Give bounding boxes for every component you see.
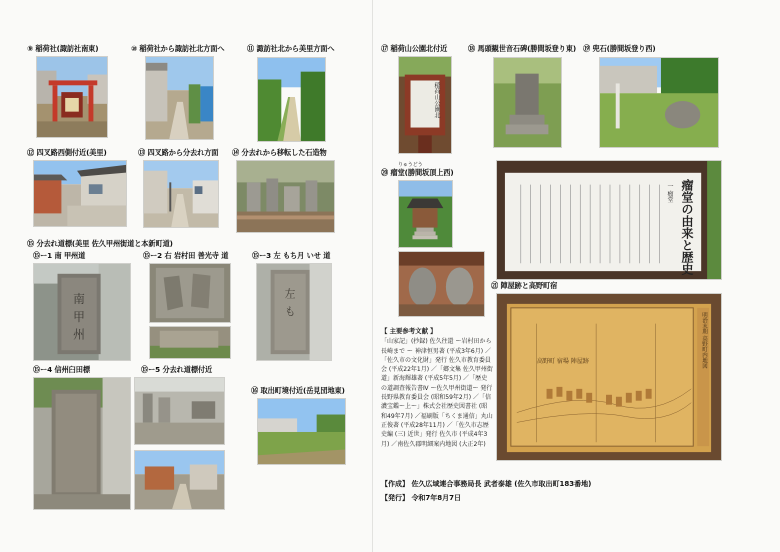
photo-ryudo-signboard — [496, 160, 722, 280]
photo-crossroads-west — [33, 160, 127, 227]
svg-text:南: 南 — [73, 292, 85, 307]
svg-text:左: 左 — [284, 287, 296, 301]
caption-15-2: ⑮ー2 右 岩村田 善光寺 道 — [143, 251, 229, 260]
caption-15-3: ⑮ー3 左 もち月 いせ 道 — [252, 251, 331, 260]
date-label: 【発行】 — [381, 494, 409, 502]
photo-jinya-map-board — [496, 293, 722, 461]
references-block — [381, 327, 493, 449]
caption-18: ⑱ 馬頭観世音石碑(勝間坂登り東) — [468, 44, 576, 53]
footer-author — [381, 479, 591, 489]
photo-signpost-left — [256, 263, 332, 361]
caption-20: ⑳ 瘤堂(勝間坂頂上西) — [381, 168, 454, 177]
photo-ryudo — [398, 180, 453, 248]
footer-date — [381, 493, 461, 503]
date-text: 令和7年8月7日 — [411, 494, 462, 502]
caption-15-4: ⑮ー4 信州臼田標 — [33, 365, 90, 374]
caption-14: ⑭ 分去れから移転した石造物 — [232, 148, 327, 157]
page-fold — [372, 0, 373, 552]
photo-usuda-marker — [33, 377, 131, 510]
map-title: 明治末期 高野町内地図 — [701, 312, 707, 369]
photo-inariyama-park — [398, 56, 452, 154]
photo-inari-shrine — [36, 56, 108, 138]
photo-signpost-right-detail — [149, 326, 231, 359]
svg-text:州: 州 — [73, 327, 85, 342]
caption-15-5: ⑮ー5 分去れ道標付近 — [141, 365, 213, 374]
photo-crossroads-to-wakare — [143, 160, 219, 228]
caption-10: ⑩ 稲荷社から諏訪社北方面へ — [131, 44, 225, 53]
map-label: 高野町 宿場 陣屋跡 — [537, 358, 589, 365]
photo-signpost-street — [134, 450, 225, 510]
caption-17: ⑰ 稲荷山公園北付近 — [381, 44, 448, 53]
caption-12: ⑫ 四叉路西側付近(美里) — [27, 148, 107, 157]
caption-11: ⑪ 諏訪社北から美里方面へ — [247, 44, 335, 53]
svg-text:も: も — [284, 304, 296, 318]
signboard-heading: 一 瘤堂 — [666, 183, 673, 203]
signboard-title: 瘤堂の由来と歴史 — [680, 179, 694, 275]
photo-ryudo-stones — [398, 251, 485, 317]
photo-kabuto-ishi — [599, 57, 719, 148]
svg-text:甲: 甲 — [73, 309, 85, 324]
caption-15: ⑮ 分去れ道標(美里 佐久甲州街道と本新町道) — [27, 239, 173, 248]
caption-21: ㉑ 陣屋跡と高野町宿 — [491, 281, 558, 290]
photo-signpost-south — [33, 263, 131, 361]
caption-19: ⑲ 兜石(勝間坂登り西) — [583, 44, 656, 53]
author-text: 佐久広域連合事務局長 武者泰雄 (佐久市取出町183番地) — [411, 480, 592, 488]
references-heading: 【 主要参考文献 】 — [381, 327, 437, 335]
photo-toward-suwa-north — [145, 56, 214, 140]
caption-15-1: ⑮ー1 南 甲州道 — [33, 251, 86, 260]
photo-bato-kannon — [493, 57, 562, 148]
sign-inari-text: 稲荷山公園北 — [433, 82, 440, 118]
photo-signpost-area — [134, 377, 225, 445]
author-label: 【作成】 — [381, 480, 409, 488]
photo-relocated-stone-monuments — [236, 160, 335, 233]
photo-toward-misato — [257, 57, 326, 142]
caption-16: ⑯ 取出町境付近(岳見団地東) — [251, 386, 345, 395]
caption-20-ruby: りゅうどう — [398, 162, 423, 168]
photo-toride-border — [257, 398, 346, 465]
caption-9: ⑨ 稲荷社(諏訪社南東) — [27, 44, 99, 53]
photo-signpost-right — [149, 263, 231, 323]
caption-13: ⑬ 四叉路から分去れ方面 — [138, 148, 219, 157]
references-body: 「山家記」(抄録) 佐久往還 ー岩村田から長崎まで ー 神津恒男著 (平成3年6月) ／「佐久市の文化財」発行 佐久市教育委員会 (平成22年1月) ／「郷文集 佐久甲州街道」新海輝雄著 (平成5年5月) ／「歴史の道調査報告書Ⅳ ー佐久甲州街道ー 発行 長野県教育委員会 (昭和59年2月) ／「信濃宝鑑ー上ー」株式会社歴史図書社 (昭和49年7月) ／福刷版「ちくま通信」丸山正俊著 (平成28年11月) ／「佐久市志歴史編 (三) 近世」発行 佐久市 (平成4年3月) ／南佐久郡明細案内地図 (大正2年) — [381, 338, 493, 448]
